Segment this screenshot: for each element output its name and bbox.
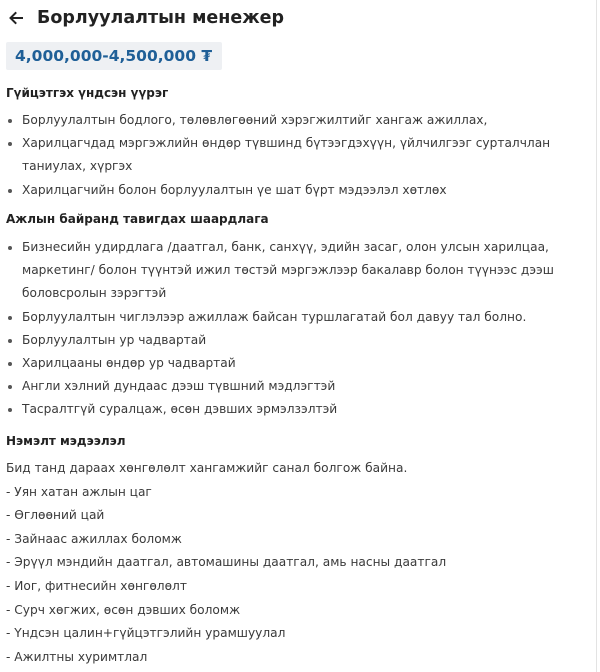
list-item: - Ажилтны хуримтлал (6, 649, 148, 664)
list-item: Англи хэлний дундаас дээш түвшний мэдлэгтэй (0, 375, 590, 398)
list-item: Борлуулалтын бодлого, төлөвлөгөөний хэрэгжилтийг хангаж ажиллах, (0, 109, 590, 132)
list-item: Харилцагчдад мэргэжлийн өндөр түвшинд бүтээгдэхүүн, үйлчилгээг сурталчлан таниулах, хүргэх (0, 132, 590, 178)
duties-list (0, 109, 590, 202)
additional-heading: Нэмэлт мэдээлэл (6, 434, 126, 448)
page-header (8, 6, 284, 30)
list-item: - Өглөөний цай (6, 508, 105, 523)
requirements-list (0, 236, 590, 422)
list-item: - Эрүүл мэндийн даатгал, автомашины даатгал, амь насны даатгал (6, 555, 447, 570)
arrow-left-icon[interactable] (8, 10, 24, 26)
list-item: - Уян хатан ажлын цаг (6, 484, 152, 499)
benefits-intro: Бид танд дараах хөнгөлөлт хангамжийг санал болгож байна. (6, 461, 408, 475)
list-item: Харилцааны өндөр ур чадвартай (0, 352, 590, 375)
list-item: Харилцагчийн болон борлуулалтын үе шат бүрт мэдээлэл хөтлөх (0, 179, 590, 202)
page-title: Борлуулалтын менежер (37, 8, 285, 28)
duties-heading: Гүйцэтгэх үндсэн үүрэг (6, 86, 169, 100)
list-item: Борлуулалтын ур чадвартай (0, 329, 590, 352)
requirements-heading: Ажлын байранд тавигдах шаардлага (6, 212, 269, 226)
list-item: - Иог, фитнесийн хөнгөлөлт (6, 578, 187, 593)
list-item: Тасралтгүй суралцаж, өсөн дэвших эрмэлзэлтэй (0, 398, 590, 421)
salary-badge: 4,000,000-4,500,000 ₮ (6, 42, 222, 70)
list-item: - Үндсэн цалин+гүйцэтгэлийн урамшуулал (6, 626, 286, 641)
list-item: - Сурч хөгжих, өсөн дэвших боломж (6, 602, 241, 617)
list-item: - Зайнаас ажиллах боломж (6, 531, 182, 546)
benefits-list (6, 457, 446, 669)
list-item: Бизнесийн удирдлага /даатгал, банк, санхүү, эдийн засаг, олон улсын харилцаа, маркетинг/ болон түүнтэй ижил төстэй мэргэжлээр бакалавр болон түүнээс дээш боловсролын зэрэгтэй (0, 236, 590, 306)
list-item: Борлуулалтын чиглэлээр ажиллаж байсан туршлагатай бол давуу тал болно. (0, 306, 590, 329)
